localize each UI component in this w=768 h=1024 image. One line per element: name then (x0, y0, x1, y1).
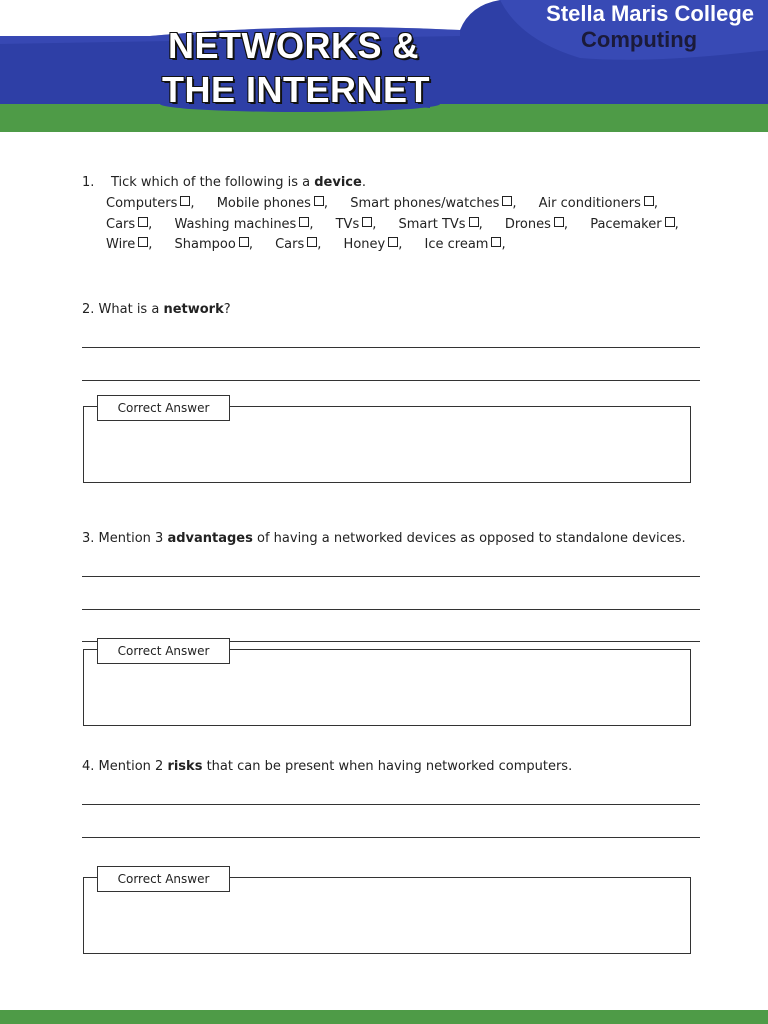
page-title-line1: NETWORKS & (168, 25, 419, 66)
correct-answer-label: Correct Answer (97, 638, 230, 664)
option[interactable]: Honey , (343, 237, 403, 252)
checkbox-icon[interactable] (307, 237, 317, 247)
q1-options-row-3 (106, 235, 524, 255)
checkbox-icon[interactable] (491, 237, 501, 247)
college-name: Stella Maris College (546, 1, 754, 26)
option[interactable]: Mobile phones , (216, 196, 329, 211)
q1-options-row-1 (106, 194, 676, 214)
answer-line[interactable] (82, 576, 700, 577)
checkbox-icon[interactable] (299, 217, 309, 227)
subject-name: Computing (581, 27, 698, 52)
question-1-number: 1. (82, 175, 95, 190)
checkbox-icon[interactable] (665, 217, 675, 227)
question-1: 1. Tick which of the following is a device. (82, 175, 366, 190)
option[interactable]: Cars , (106, 217, 153, 232)
option[interactable]: Air conditioners , (538, 196, 658, 211)
checkbox-icon[interactable] (554, 217, 564, 227)
question-4: 4. Mention 2 risks that can be present when having networked computers. (82, 759, 573, 774)
option[interactable]: Pacemaker , (590, 217, 679, 232)
checkbox-icon[interactable] (239, 237, 249, 247)
q1-options-row-2 (106, 215, 697, 235)
checkbox-icon[interactable] (388, 237, 398, 247)
page-title-line2: THE INTERNET (162, 69, 431, 110)
question-3: 3. Mention 3 advantages of having a networked devices as opposed to standalone devices. (82, 531, 686, 546)
answer-line[interactable] (82, 804, 700, 805)
checkbox-icon[interactable] (502, 196, 512, 206)
checkbox-icon[interactable] (180, 196, 190, 206)
answer-line[interactable] (82, 837, 700, 838)
footer-bar (0, 1010, 768, 1024)
checkbox-icon[interactable] (314, 196, 324, 206)
checkbox-icon[interactable] (138, 237, 148, 247)
correct-answer-label: Correct Answer (97, 866, 230, 892)
option[interactable]: Smart phones/watches , (350, 196, 517, 211)
option[interactable]: Computers , (106, 196, 195, 211)
option[interactable]: Cars , (275, 237, 322, 252)
answer-line[interactable] (82, 609, 700, 610)
checkbox-icon[interactable] (469, 217, 479, 227)
option[interactable]: Drones , (504, 217, 569, 232)
answer-line[interactable] (82, 347, 700, 348)
option[interactable]: Wire , (106, 237, 153, 252)
checkbox-icon[interactable] (362, 217, 372, 227)
answer-line[interactable] (82, 380, 700, 381)
option[interactable]: Smart TVs , (398, 217, 483, 232)
option[interactable]: TVs , (335, 217, 377, 232)
option[interactable]: Ice cream , (424, 237, 506, 252)
correct-answer-label: Correct Answer (97, 395, 230, 421)
option[interactable]: Shampoo , (174, 237, 253, 252)
option[interactable]: Washing machines , (174, 217, 314, 232)
checkbox-icon[interactable] (138, 217, 148, 227)
checkbox-icon[interactable] (644, 196, 654, 206)
question-2: 2. What is a network? (82, 302, 231, 317)
